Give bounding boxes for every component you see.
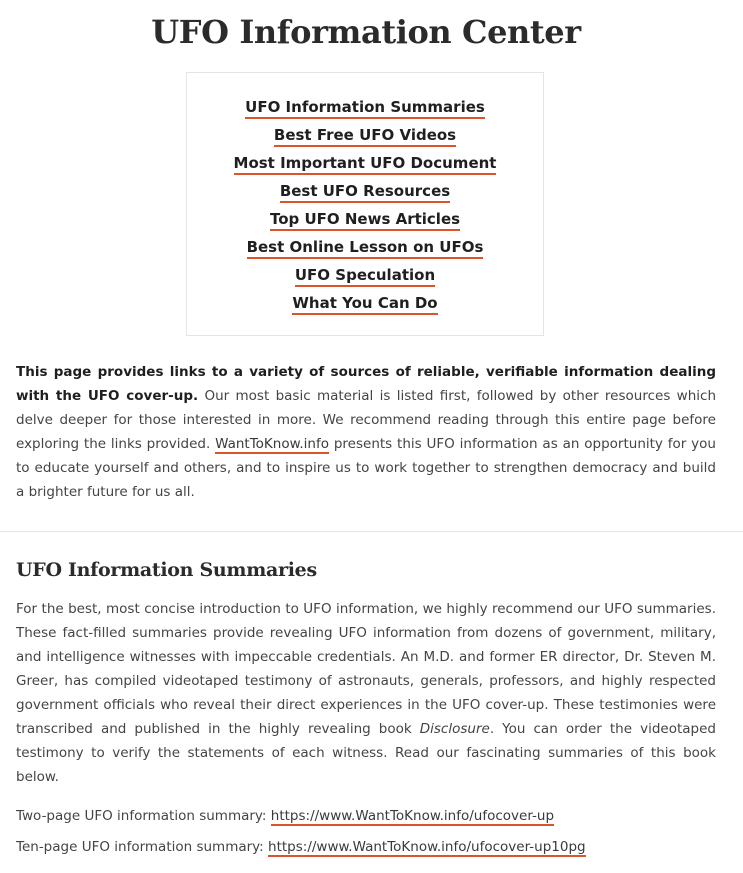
table-of-contents	[186, 72, 544, 336]
toc-link-ufo-information-summaries[interactable]: UFO Information Summaries	[245, 97, 485, 119]
toc-item	[187, 265, 543, 293]
toc-link-best-free-ufo-videos[interactable]: Best Free UFO Videos	[274, 125, 456, 147]
toc-item	[187, 293, 543, 321]
toc-list	[187, 97, 543, 321]
summaries-body	[16, 597, 716, 789]
two-page-summary-line	[16, 804, 554, 828]
wanttoknow-link[interactable]: WantToKnow.info	[215, 436, 329, 452]
intro-text-before-link: Our most basic material is listed first, followed by other resources which delve deeper for those interested in more. We recommend reading through this entire page before exploring the links provided.	[16, 388, 716, 452]
ten-page-summary-label: Ten-page UFO information summary:	[16, 839, 269, 855]
page-title: UFO Information Center	[151, 13, 581, 51]
two-page-summary-label: Two-page UFO information summary:	[16, 808, 271, 824]
toc-link-top-ufo-news-articles[interactable]: Top UFO News Articles	[270, 209, 460, 231]
ten-page-summary-line	[16, 835, 586, 859]
toc-link-most-important-ufo-document[interactable]: Most Important UFO Document	[234, 153, 497, 175]
two-page-summary-link[interactable]: https://www.WantToKnow.info/ufocover-up	[270, 808, 555, 824]
summaries-body-text-before: For the best, most concise introduction to UFO information, we highly recommend our UFO summaries. These fact-filled summaries provide revealing UFO information from dozens of government, military, and intelligence witnesses with impeccable credentials. An M.D. and former ER director, Dr. Steven M. Greer, has compiled videotaped testimony of astronauts, generals, professors, and highly respected government officials who reveal their direct experiences in the UFO cover-up. These testimonies were transcribed and published in the highly revealing book	[16, 601, 716, 737]
toc-link-ufo-speculation[interactable]: UFO Speculation	[295, 265, 435, 287]
intro-paragraph	[16, 360, 716, 504]
book-title: Disclosure	[419, 721, 490, 737]
toc-item	[187, 97, 543, 125]
toc-link-best-online-lesson-on-ufos[interactable]: Best Online Lesson on UFOs	[247, 237, 484, 259]
toc-link-what-you-can-do[interactable]: What You Can Do	[292, 293, 437, 315]
summaries-body-text-after: . You can order the videotaped testimony to verify the statements of each witness. Read our fascinating summaries of this book below.	[16, 721, 716, 785]
toc-link-best-ufo-resources[interactable]: Best UFO Resources	[280, 181, 450, 203]
toc-item	[187, 181, 543, 209]
section-divider	[0, 531, 743, 532]
toc-item	[187, 125, 543, 153]
intro-text-after-link: presents this UFO information as an opportunity for you to educate yourself and others, and to inspire us to work together to strengthen democracy and build a brighter future for us all.	[16, 436, 716, 500]
toc-item	[187, 153, 543, 181]
toc-item	[187, 237, 543, 265]
intro-bold-lead: This page provides links to a variety of sources of reliable, verifiable information dealing with the UFO cover-up.	[16, 364, 716, 404]
toc-item	[187, 209, 543, 237]
ten-page-summary-link[interactable]: https://www.WantToKnow.info/ufocover-up10pg	[268, 839, 586, 855]
section-heading-ufo-information-summaries: UFO Information Summaries	[16, 559, 317, 581]
